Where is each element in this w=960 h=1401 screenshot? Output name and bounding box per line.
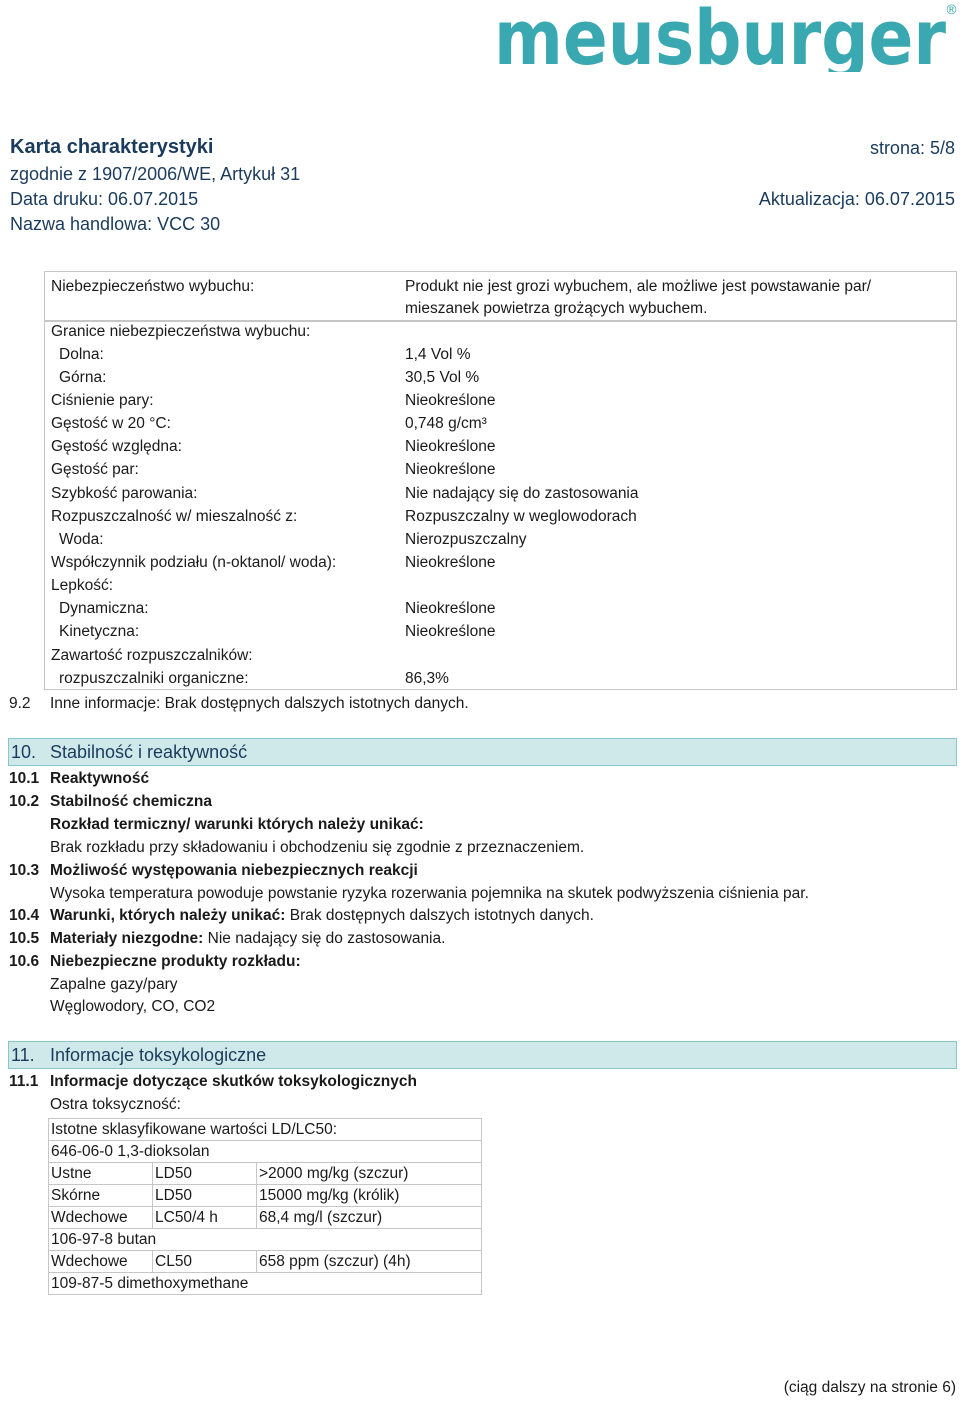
section-10-6-title: Niebezpieczne produkty rozkładu: [50,953,301,970]
section-10-header [8,738,957,766]
value-cell: 658 ppm (szczur) (4h) [257,1251,482,1273]
section-10-3-number: 10.3 [9,862,40,879]
section-10-5-number: 10.5 [9,930,40,947]
partition-label: Współczynnik podziału (n-oktanol/ woda): [51,554,337,571]
meusburger-logo [492,0,960,72]
table-row [49,1229,482,1251]
section-10-3-title: Możliwość występowania niebezpiecznych reakcji [50,862,418,879]
upper-limit-value: 30,5 Vol % [405,369,480,386]
section-10-5-line [50,929,445,949]
vapour-density-value: Nieokreślone [405,461,496,478]
table-row [49,1163,482,1185]
relative-density-value: Nieokreślone [405,438,496,455]
table-row [49,1207,482,1229]
kinematic-viscosity-label: Kinetyczna: [59,623,140,640]
solubility-value: Rozpuszczalny w weglowodorach [405,508,637,525]
section-10-4-title: Warunki, których należy unikać: [50,907,286,924]
type-cell: LC50/4 h [153,1207,257,1229]
section-10-5-title: Materiały niezgodne: [50,930,204,947]
type-cell: LD50 [153,1163,257,1185]
value-cell: 68,4 mg/l (szczur) [257,1207,482,1229]
section-11-title: Informacje toksykologiczne [50,1045,267,1065]
thermal-decomposition-text: Brak rozkładu przy składowaniu i obchodzeniu się zgodnie z przeznaczeniem. [50,839,585,856]
logo-text: meusburger [494,0,947,72]
type-cell: CL50 [153,1251,257,1273]
substance-row: 106-97-8 butan [49,1229,482,1251]
section-10-title: Stabilność i reaktywność [50,742,248,762]
thermal-decomposition-label: Rozkład termiczny/ warunki których należy unikać: [50,816,424,833]
water-value: Nierozpuszczalny [405,531,527,548]
substance-row: 646-06-0 1,3-dioksolan [49,1141,482,1163]
section-9-2-number: 9.2 [9,695,31,712]
solubility-label: Rozpuszczalność w/ mieszalność z: [51,508,298,525]
limits-label: Granice niebezpieczeństwa wybuchu: [51,323,311,340]
evaporation-label: Szybkość parowania: [51,485,198,502]
section-10-2-title: Stabilność chemiczna [50,793,212,810]
table-header: Istotne sklasyfikowane wartości LD/LC50: [49,1119,482,1141]
route-cell: Ustne [49,1163,153,1185]
viscosity-label: Lepkość: [51,577,114,594]
partition-value: Nieokreślone [405,554,496,571]
toxicity-table [48,1118,482,1295]
value-cell: 15000 mg/kg (królik) [257,1185,482,1207]
section-10-number: 10. [11,742,37,762]
value-cell: >2000 mg/kg (szczur) [257,1163,482,1185]
section-10-4-number: 10.4 [9,907,40,924]
trade-name: Nazwa handlowa: VCC 30 [10,214,221,234]
kinematic-viscosity-value: Nieokreślone [405,623,496,640]
table-row [49,1273,482,1295]
registered-mark: ® [945,3,958,18]
table-row [49,1141,482,1163]
section-10-1-number: 10.1 [9,770,40,787]
section-10-6-number: 10.6 [9,953,40,970]
dynamic-viscosity-label: Dynamiczna: [59,600,149,617]
dynamic-viscosity-value: Nieokreślone [405,600,496,617]
solvent-content-label: Zawartość rozpuszczalników: [51,647,253,664]
section-9-2-text: Inne informacje: Brak dostępnych dalszych istotnych danych. [50,695,469,712]
water-label: Woda: [59,531,104,548]
section-10-4-text: Brak dostępnych dalszych istotnych danych. [289,907,594,924]
acute-toxicity-label: Ostra toksyczność: [50,1096,181,1113]
table-row [49,1251,482,1273]
table-row [49,1119,482,1141]
section-10-4-line [50,906,594,926]
section-10-3-text: Wysoka temperatura powoduje powstanie ryzyka rozerwania pojemnika na skutek podwyższenia ciśnienia par. [50,885,809,902]
document-title: Karta charakterystyki [10,136,214,158]
page-number: strona: 5/8 [869,138,955,158]
decomposition-product-1: Zapalne gazy/pary [50,976,178,993]
explosion-value: Produkt nie jest grozi wybuchem, ale możliwe jest powstawanie par/ [405,278,872,295]
lower-limit-label: Dolna: [59,346,104,363]
regulation-ref: zgodnie z 1907/2006/WE, Artykuł 31 [10,164,301,184]
continued-note: (ciąg dalszy na stronie 6) [783,1379,956,1396]
update-date: Aktualizacja: 06.07.2015 [758,189,955,209]
explosion-label: Niebezpieczeństwo wybuchu: [51,278,255,295]
section-11-number: 11. [11,1045,35,1065]
section-10-5-text: Nie nadający się do zastosowania. [207,930,446,947]
print-date: Data druku: 06.07.2015 [10,189,199,209]
section-10-1-title: Reaktywność [50,770,150,787]
density-label: Gęstość w 20 °C: [51,415,171,432]
route-cell: Wdechowe [49,1207,153,1229]
organic-solvents-label: rozpuszczalniki organiczne: [59,670,249,687]
lower-limit-value: 1,4 Vol % [405,346,471,363]
section-10-2-number: 10.2 [9,793,40,810]
section-11-1-title: Informacje dotyczące skutków toksykologicznych [50,1073,417,1090]
substance-row: 109-87-5 dimethoxymethane [49,1273,482,1295]
explosion-value-2: mieszanek powietrza grożących wybuchem. [405,300,708,317]
vapour-density-label: Gęstość par: [51,461,139,478]
section-11-header [8,1041,957,1069]
route-cell: Skórne [49,1185,153,1207]
logo-mark [492,0,960,72]
vapour-pressure-label: Ciśnienie pary: [51,392,154,409]
upper-limit-label: Górna: [59,369,107,386]
section-11-1-number: 11.1 [9,1073,39,1090]
type-cell: LD50 [153,1185,257,1207]
decomposition-product-2: Węglowodory, CO, CO2 [50,998,216,1015]
relative-density-label: Gęstość względna: [51,438,182,455]
vapour-pressure-value: Nieokreślone [405,392,496,409]
table-row [49,1185,482,1207]
route-cell: Wdechowe [49,1251,153,1273]
density-value: 0,748 g/cm³ [405,415,487,432]
evaporation-value: Nie nadający się do zastosowania [405,485,639,502]
organic-solvents-value: 86,3% [405,670,449,687]
properties-box [44,320,957,690]
